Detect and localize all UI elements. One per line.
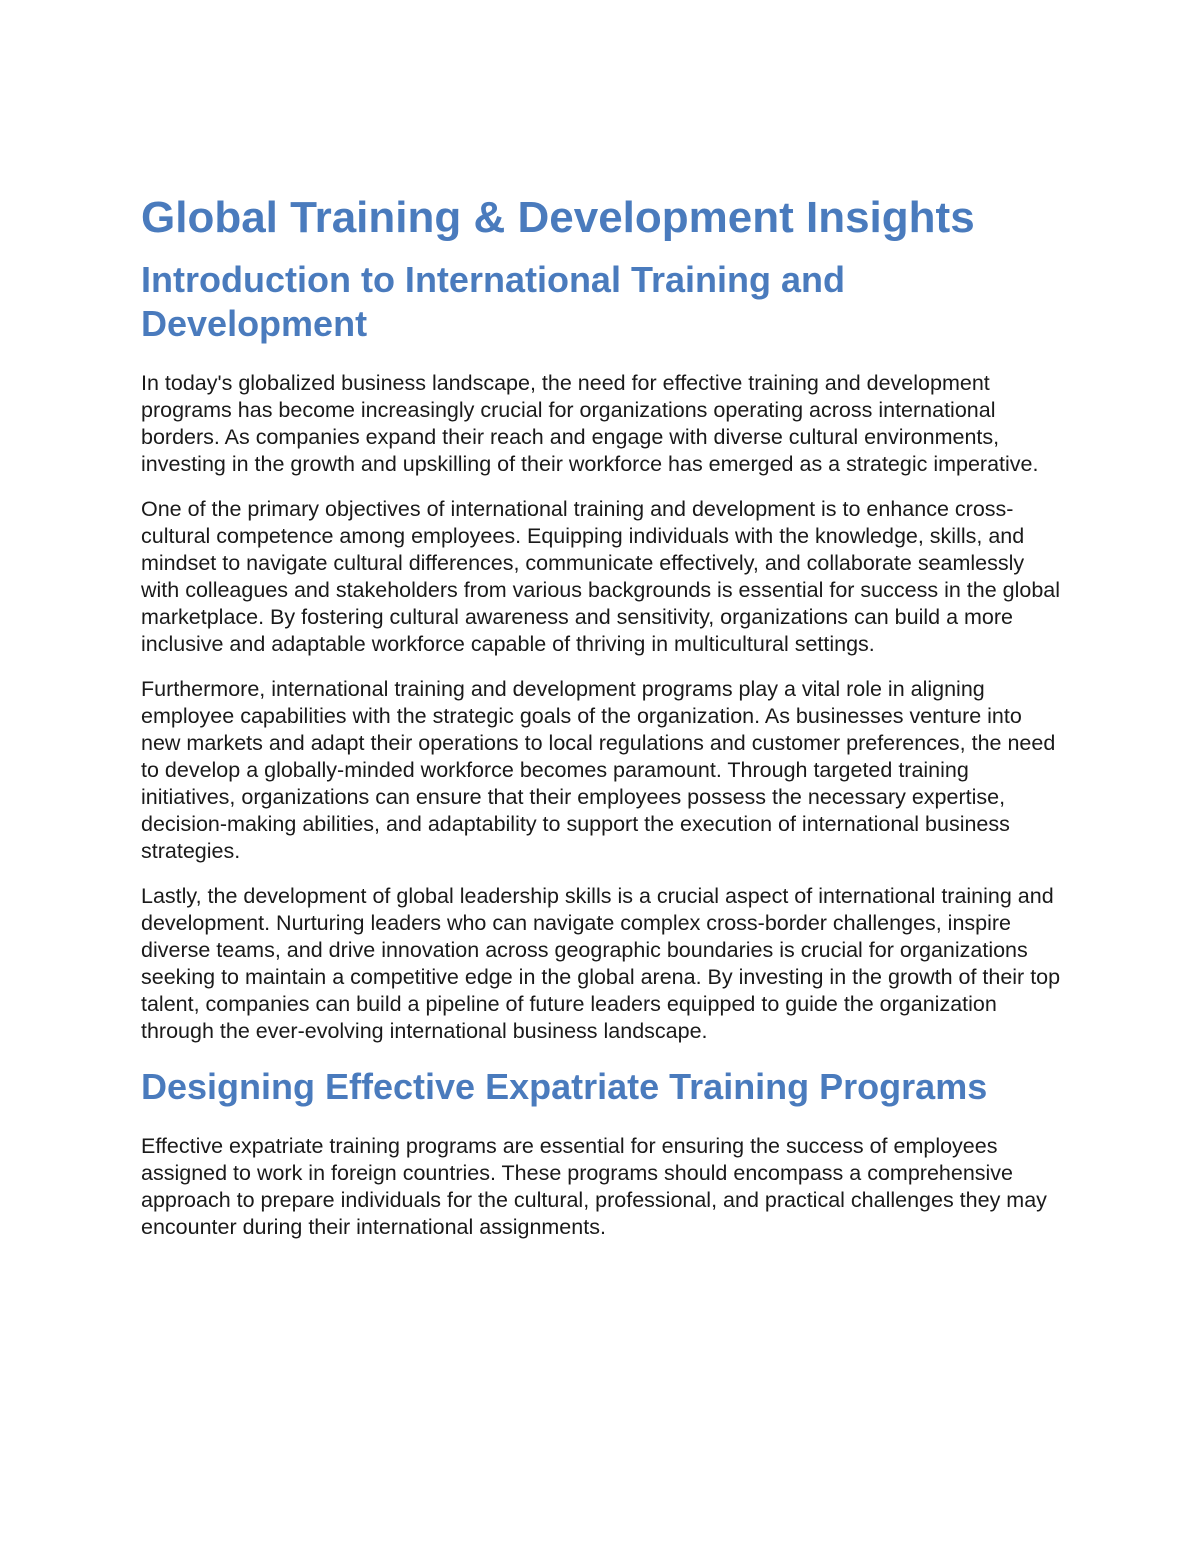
paragraph: Furthermore, international training and development programs play a vital role in aligning employee capabilities with the strategic goals of the organization. As businesses venture into new markets and adapt their operations to local regulations and customer preferences, the need to develop a globally-minded workforce becomes paramount. Through targeted training initiatives, organizations can ensure that their employees possess the necessary expertise, decision-making abilities, and adaptability to support the execution of international business strategies.	[141, 677, 1056, 863]
paragraph: Effective expatriate training programs are essential for ensuring the success of employees assigned to work in foreign countries. These programs should encompass a comprehensive approach to prepare individuals for the cultural, professional, and practical challenges they may encounter during their international assignments.	[141, 1134, 1047, 1239]
paragraph: Lastly, the development of global leadership skills is a crucial aspect of international training and development. Nurturing leaders who can navigate complex cross-border challenges, inspire diverse teams, and drive innovation across geographic boundaries is crucial for organizations seeking to maintain a competitive edge in the global arena. By investing in the growth of their top talent, companies can build a pipeline of future leaders equipped to guide the organization through the ever-evolving international business landscape.	[141, 884, 1061, 1043]
document-title: Global Training & Development Insights	[141, 193, 975, 242]
section-expatriate-training	[141, 1065, 1066, 1241]
paragraph: In today's globalized business landscape, the need for effective training and development programs has become increasingly crucial for organizations operating across international borders. As companies expand their reach and engage with diverse cultural environments, investing in the growth and upskilling of their workforce has emerged as a strategic imperative.	[141, 371, 1039, 476]
paragraph: One of the primary objectives of international training and development is to enhance cross-cultural competence among employees. Equipping individuals with the knowledge, skills, and mindset to navigate cultural differences, communicate effectively, and collaborate seamlessly with colleagues and stakeholders from various backgrounds is essential for success in the global marketplace. By fostering cultural awareness and sensitivity, organizations can build a more inclusive and adaptable workforce capable of thriving in multicultural settings.	[141, 497, 1061, 656]
section-introduction	[141, 258, 1066, 1045]
section-heading: Designing Effective Expatriate Training Programs	[141, 1066, 988, 1107]
section-heading: Introduction to International Training and Development	[141, 259, 845, 344]
document-page	[141, 190, 1066, 1241]
